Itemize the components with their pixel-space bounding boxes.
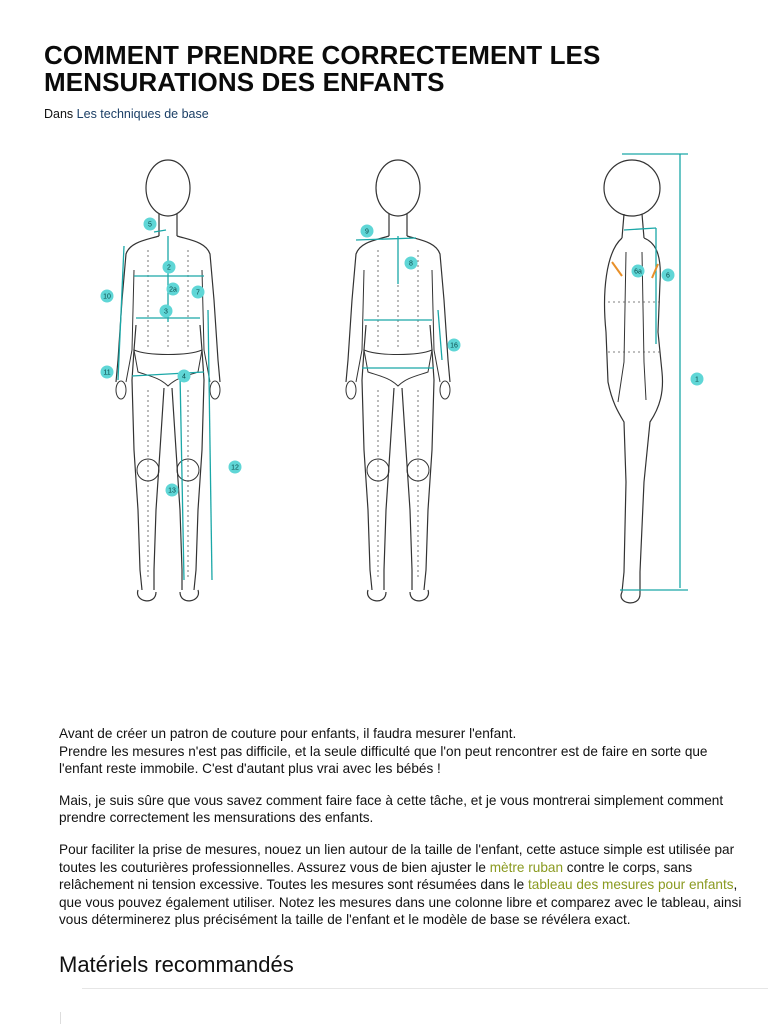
measurement-illustration — [0, 140, 768, 620]
measurement-markers — [101, 218, 704, 497]
svg-text:1: 1 — [695, 376, 699, 384]
page-title — [44, 42, 744, 96]
paragraph-2: Mais, je suis sûre que vous savez comment faire face à cette tâche, et je vous montrerai simplement comment prendre correctement les mensurations des enfants. — [59, 792, 724, 826]
marker-5 — [144, 218, 157, 231]
svg-text:9: 9 — [365, 228, 369, 236]
page-title-line-2: MENSURATIONS DES ENFANTS — [44, 67, 445, 97]
marker-1 — [691, 373, 704, 386]
p3-text-1: Pour faciliter la prise de mesures, nouez un lien autour de la taille de l'enfant, cette astuce simple est utilisée par toutes les couturières professionnelles. Assurez vous de bien ajuster le — [59, 841, 735, 875]
article-body — [59, 725, 749, 943]
svg-text:2a: 2a — [169, 286, 177, 294]
section-heading-materials: Matériels recommandés — [59, 952, 294, 977]
svg-text:10: 10 — [103, 293, 111, 301]
marker-11 — [101, 366, 114, 379]
svg-text:2: 2 — [167, 264, 171, 272]
intro-line-2: Prendre les mesures n'est pas difficile, et la seule difficulté que l'on peut rencontrer est de faire en sorte que l'enfant reste immobile. C'est d'autant plus vrai avec les bébés ! — [59, 743, 708, 777]
svg-text:7: 7 — [196, 289, 200, 297]
svg-text:13: 13 — [168, 487, 176, 495]
marker-3 — [160, 305, 173, 318]
page-title-line-1: COMMENT PRENDRE CORRECTEMENT LES — [44, 40, 601, 70]
content-border — [60, 1012, 61, 1024]
marker-6a — [632, 265, 645, 278]
marker-6 — [662, 269, 675, 282]
tape-measure-link[interactable]: mètre ruban — [489, 859, 564, 875]
marker-4 — [178, 370, 191, 383]
marker-7 — [192, 286, 205, 299]
p3-text-2: contre le corps, sans relâchement ni tension excessive. Toutes les mesures sont résumées dans le — [59, 859, 693, 893]
svg-text:3: 3 — [164, 308, 168, 316]
svg-text:4: 4 — [182, 373, 186, 381]
svg-text:11: 11 — [103, 369, 111, 377]
svg-text:5: 5 — [148, 221, 152, 229]
svg-text:8: 8 — [409, 260, 413, 268]
paragraph-intro — [59, 725, 749, 778]
marker-13 — [166, 484, 179, 497]
category-prefix: Dans — [44, 107, 74, 121]
figure-back — [346, 160, 450, 601]
figure-side — [604, 154, 688, 603]
p3-text-3: , que vous pouvez également utiliser. Notez les mesures dans une colonne libre et comparez avec le tableau, ainsi vous déterminerez plus précisément la taille de l'enfant et le modèle de base se révélera exact. — [59, 877, 742, 928]
category-link[interactable]: Les techniques de base — [76, 107, 209, 121]
child-figures-svg — [0, 140, 768, 620]
marker-9 — [361, 225, 374, 238]
marker-10 — [101, 290, 114, 303]
marker-2a — [167, 283, 180, 296]
size-chart-link[interactable]: tableau des mesures pour enfants — [527, 877, 734, 893]
section-divider — [82, 988, 768, 989]
figure-front — [116, 160, 220, 601]
svg-text:6: 6 — [666, 272, 670, 280]
marker-16 — [448, 339, 461, 352]
intro-line-1: Avant de créer un patron de couture pour enfants, il faudra mesurer l'enfant. — [59, 726, 517, 741]
marker-12 — [229, 461, 242, 474]
svg-text:16: 16 — [450, 342, 458, 350]
svg-text:12: 12 — [231, 464, 239, 472]
marker-2 — [163, 261, 176, 274]
paragraph-3 — [59, 841, 749, 929]
svg-text:6a: 6a — [634, 268, 642, 276]
marker-8 — [405, 257, 418, 270]
post-category — [44, 107, 209, 121]
